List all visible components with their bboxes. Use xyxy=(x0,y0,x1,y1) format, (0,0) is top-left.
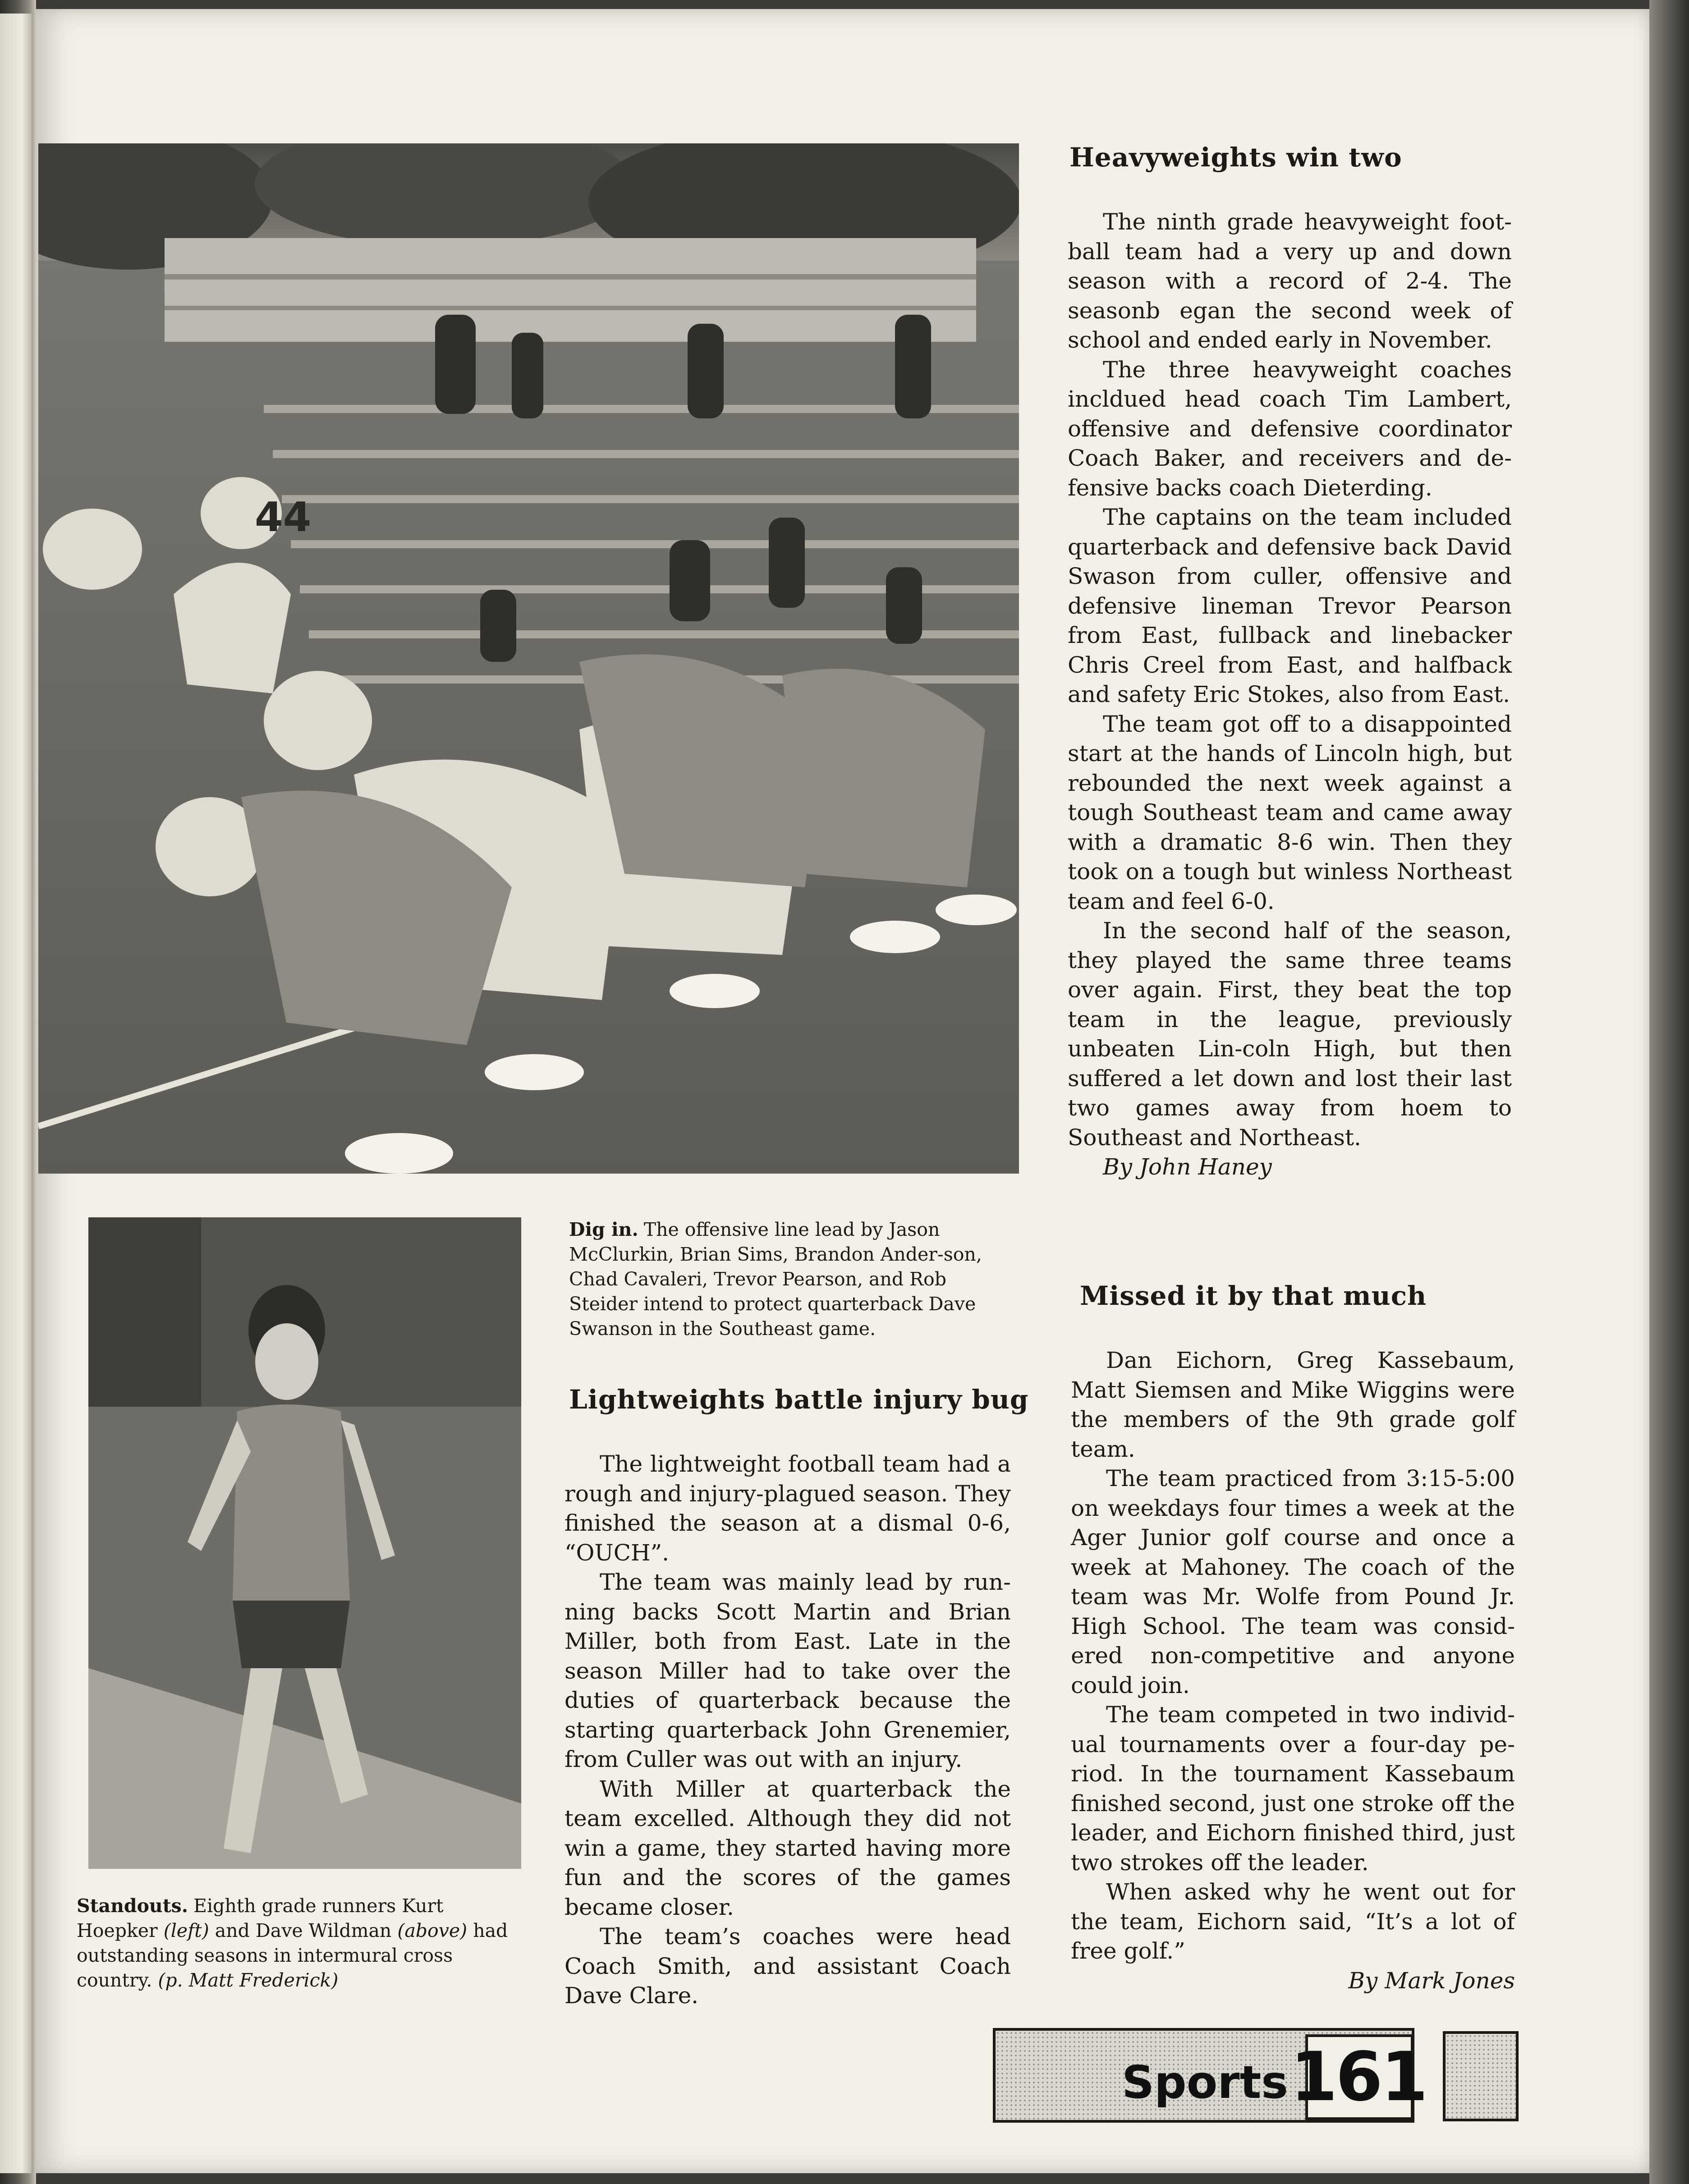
golf-paragraph-1: Dan Eichorn, Greg Kassebaum, Matt Siemsen and Mike Wiggins were the members of the 9th grade golf team. xyxy=(1071,1347,1515,1462)
golf-paragraph-2: The team practiced from 3:15-5:00 on weekdays four times a week at the Ager Junior golf course and once a week at Mahoney. The coach of the team was Mr. Wolfe from Pound Jr. High School. The team was consid-ered non-competitive and anyone could join. xyxy=(1071,1465,1515,1698)
lightweights-headline: Lightweights battle injury bug xyxy=(569,1384,1029,1415)
dig-in-caption xyxy=(569,1217,1015,1341)
jersey-number: 44 xyxy=(255,494,312,541)
heavyweights-paragraph-2: The three heavyweight coaches incldued head coach Tim Lambert, offensive and defensive coordinator Coach Baker, and receivers and de-fensive backs coach Dieterding. xyxy=(1068,356,1512,501)
golf-paragraph-4: When asked why he went out for the team, Eichorn said, “It’s a lot of free golf.” xyxy=(1071,1879,1515,1964)
standouts-caption-text-c: had outstanding seasons in intermural cross country. xyxy=(77,1920,508,1991)
heavyweights-paragraph-4: The team got off to a disappointed start at the hands of Lincoln high, but rebounded the next week against a tough Southeast team and came away with a dramatic 8-6 win. Then they took on a tough but winless Northeast team and feel 6-0. xyxy=(1068,711,1512,914)
left-page-edge xyxy=(0,14,32,2173)
football-line-photo xyxy=(38,143,1019,1174)
standouts-caption-lead: Standouts. xyxy=(77,1895,188,1917)
heavyweights-paragraph-5: In the second half of the season, they played the same three teams over again. First, they beat the top team in the league, previously unbeaten Lin-coln High, but then suffered a let down and lost their last two games away from hoem to Southeast and Northeast. xyxy=(1068,918,1512,1151)
golf-article xyxy=(1071,1346,1515,1996)
standouts-caption-text-a: Eighth grade runners Kurt Hoepker xyxy=(77,1895,444,1941)
lightweights-paragraph-2: The team was mainly lead by run-ning backs Scott Martin and Brian Miller, both from East. Late in the season Miller had to take over the duties of quarterback because the starting quarterback John Grenemier, from Culler was out with an injury. xyxy=(565,1569,1011,1772)
cross-country-runner-photo xyxy=(88,1217,521,1869)
dig-in-caption-text: The offensive line lead by Jason McClurkin, Brian Sims, Brandon Ander-son, Chad Cavaleri, Trevor Pearson, and Rob Steider intend to protect quarterback Dave Swanson in the Southeast game. xyxy=(569,1219,982,1340)
footer-section-label: Sports xyxy=(1122,2056,1288,2109)
footer-decorative-box xyxy=(1443,2031,1519,2121)
standouts-caption-left: (left) xyxy=(163,1920,209,1941)
golf-headline: Missed it by that much xyxy=(1080,1280,1427,1311)
heavyweights-headline: Heavyweights win two xyxy=(1069,142,1402,173)
lightweights-paragraph-3: With Miller at quarterback the team excelled. Although they did not win a game, they started having more fun and the scores of the games became closer. xyxy=(565,1776,1011,1920)
standouts-caption-text-b: and Dave Wildman xyxy=(215,1920,392,1941)
runner-illustration xyxy=(88,1217,521,1869)
standouts-caption xyxy=(77,1894,523,1993)
heavyweights-paragraph-3: The captains on the team included quarterback and defensive back David Swason from culler, offensive and defensive lineman Trevor Pearson from East, fullback and linebacker Chris Creel from East, and halfback and safety Eric Stokes, also from East. xyxy=(1068,504,1512,707)
lightweights-paragraph-4: The team’s coaches were head Coach Smith, and assistant Coach Dave Clare. xyxy=(565,1923,1011,2009)
dig-in-caption-lead: Dig in. xyxy=(569,1219,638,1240)
page-number: 161 xyxy=(1290,2038,1427,2116)
heavyweights-byline: By John Haney xyxy=(1103,1154,1272,1180)
page-right-edge xyxy=(1649,0,1689,2184)
heavyweights-article xyxy=(1068,207,1512,1182)
photo-credit: (p. Matt Frederick) xyxy=(158,1969,339,1991)
standouts-caption-above: (above) xyxy=(397,1920,468,1941)
lightweights-paragraph-1: The lightweight football team had a rough and injury-plagued season. They finished the season at a dismal 0-6, “OUCH”. xyxy=(565,1451,1011,1566)
lightweights-article xyxy=(565,1450,1011,2011)
football-line-illustration xyxy=(38,143,1019,1174)
golf-paragraph-3: The team competed in two individ-ual tournaments over a four-day pe-riod. In the tournament Kassebaum finished second, just one stroke off the leader, and Eichorn finished third, just two strokes off the leader. xyxy=(1071,1702,1515,1876)
golf-byline: By Mark Jones xyxy=(1348,1967,1515,1994)
heavyweights-paragraph-1: The ninth grade heavyweight foot-ball team had a very up and down season with a record of 2-4. The seasonb egan the second week of school and ended early in November. xyxy=(1068,209,1512,353)
